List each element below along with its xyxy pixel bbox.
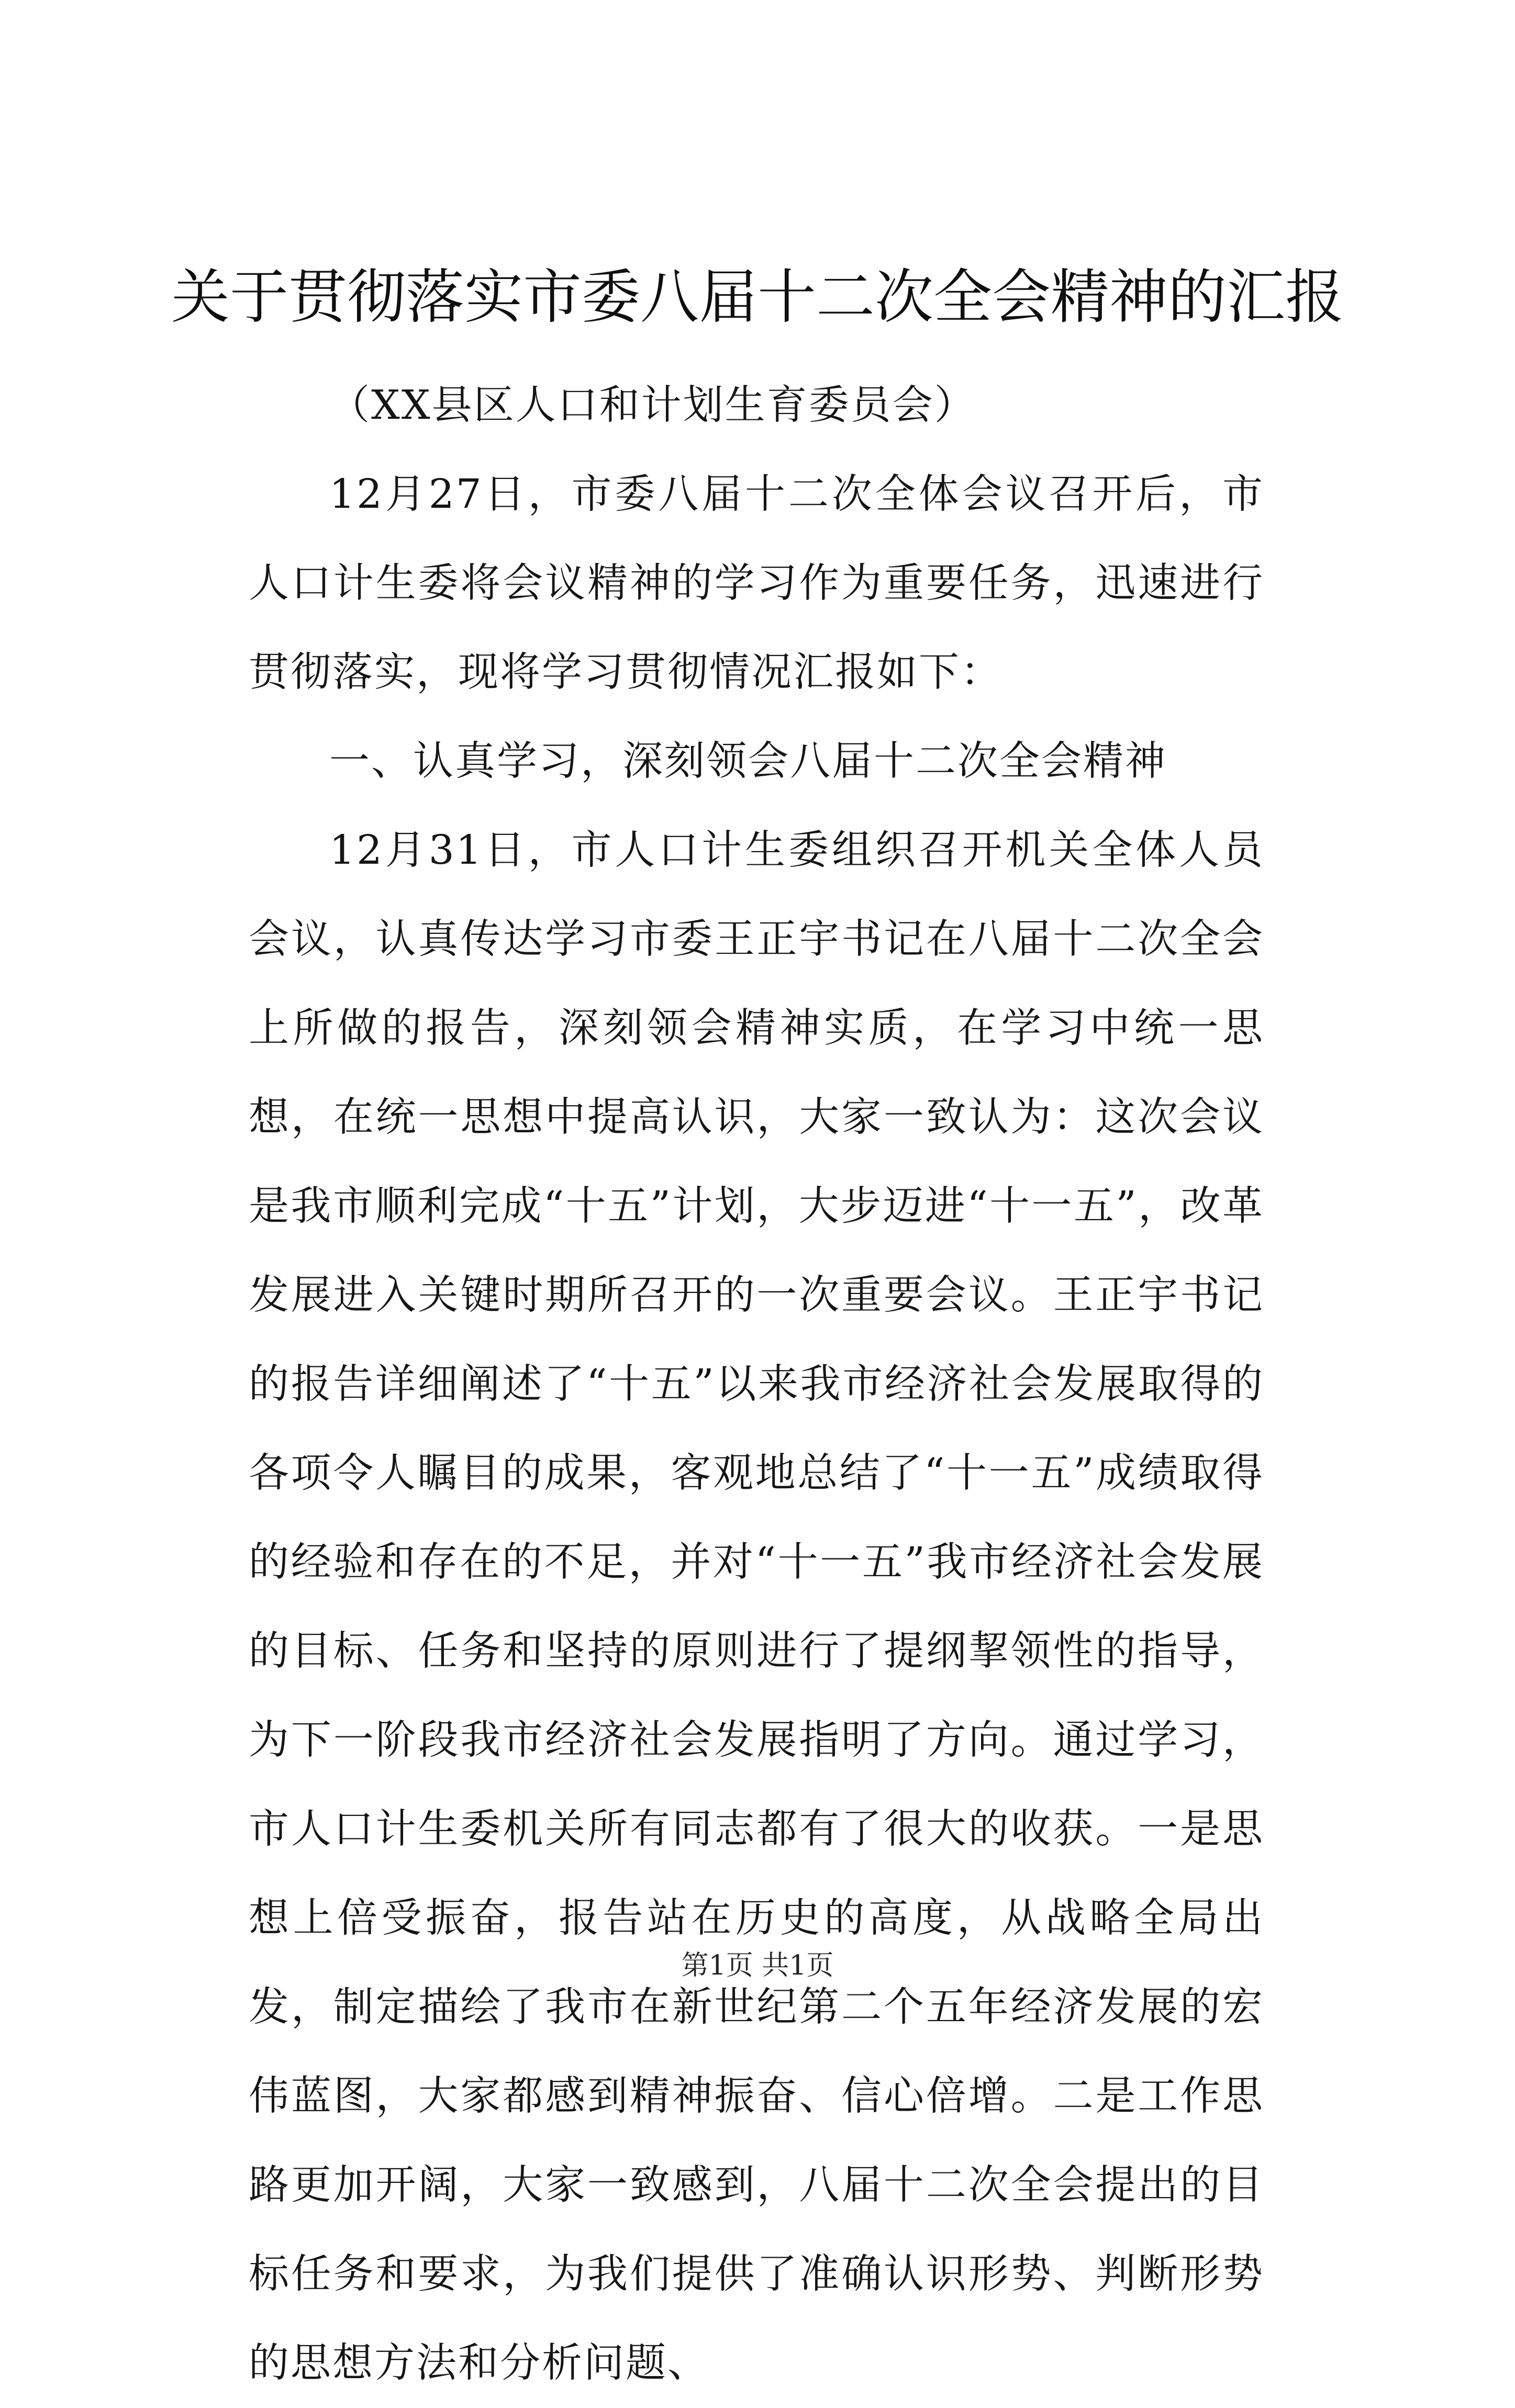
section-heading-1: 一、认真学习，深刻领会八届十二次全会精神 xyxy=(329,738,1167,785)
page-footer: 第1页 共1页 xyxy=(681,1950,834,1981)
document-body xyxy=(249,361,1264,2408)
paragraph-intro: 12月27日，市委八届十二次全体会议召开后，市人口计生委将会议精神的学习作为重要任务，迅速进行贯彻落实，现将学习贯彻情况汇报如下： xyxy=(249,471,1264,696)
document-subtitle: （XX县区人口和计划生育委员会） xyxy=(329,382,976,429)
document-title: 关于贯彻落实市委八届十二次全会精神的汇报 xyxy=(171,263,1344,331)
paragraph-section-1: 12月31日，市人口计生委组织召开机关全体人员会议，认真传达学习市委王正宇书记在八届十二次全会上所做的报告，深刻领会精神实质，在学习中统一思想，在统一思想中提高认识，大家一致认为：这次会议是我市顺利完成“十五”计划，大步迈进“十一五”，改革发展进入关键时期所召开的一次重要会议。王正宇书记的报告详细阐述了“十五”以来我市经济社会发展取得的各项令人瞩目的成果，客观地总结了“十一五”成绩取得的经验和存在的不足，并对“十一五”我市经济社会发展的目标、任务和坚持的原则进行了提纲挈领性的指导，为下一阶段我市经济社会发展指明了方向。通过学习，市人口计生委机关所有同志都有了很大的收获。一是思想上倍受振奋，报告站在历史的高度，从战略全局出发，制定描绘了我市在新世纪第二个五年经济发展的宏伟蓝图，大家都感到精神振奋、信心倍增。二是工作思路更加开阔，大家一致感到，八届十二次全会提出的目标任务和要求，为我们提供了准确认识形势、判断形势的思想方法和分析问题、 xyxy=(249,827,1264,2387)
